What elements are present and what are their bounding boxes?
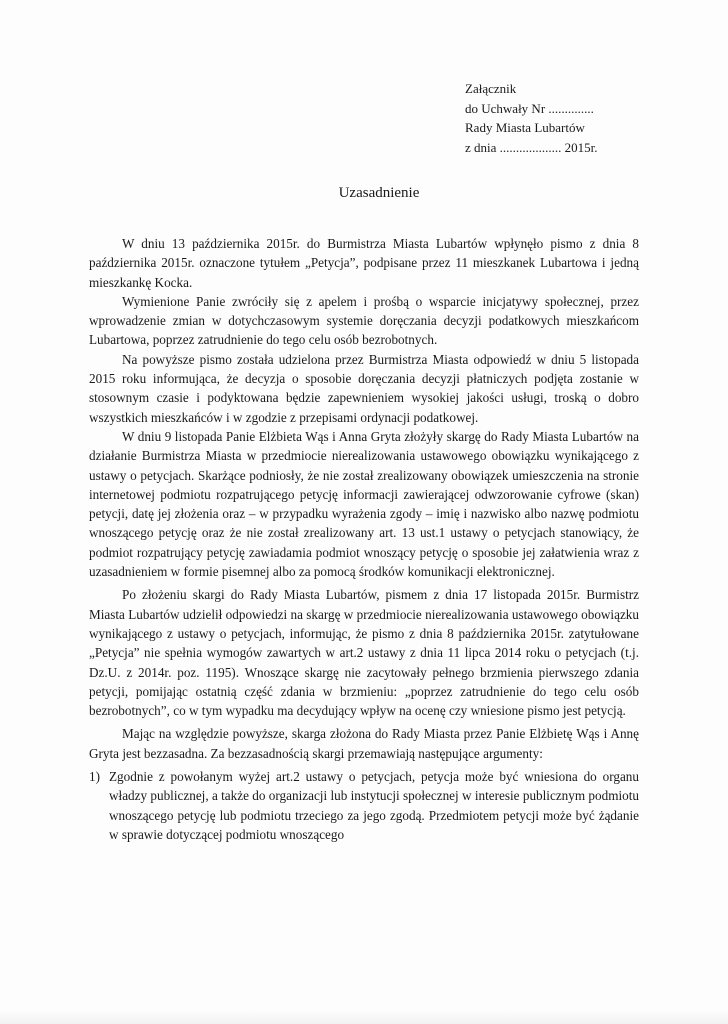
page-title: Uzasadnienie (338, 185, 420, 201)
list-item-text: Zgodnie z powołanym wyżej art.2 ustawy o petycjach, petycja może być wniesiona do organu władzy publicznej, a także do organizacji lub instytucji społecznej w interesie publicznym podmiotu wnoszącego petycję lub podmiotu trzeciego za jego zgodą. Przedmiotem petycji może być żądanie w sprawie dotyczącej podmiotu wnoszącego (109, 769, 639, 842)
annex-header (465, 79, 598, 157)
document-body (89, 234, 639, 844)
paragraph: Po złożeniu skargi do Rady Miasta Lubartów, pismem z dnia 17 listopada 2015r. Burmistrz Miasta Lubartów udzielił odpowiedzi na skargę w przedmiocie nierealizowania ustawowego obowiązku wynikającego z ustawy o petycjach, informując, że pismo z dnia 8 października 2015r. zatytułowane „Petycja” nie spełnia wymogów zawartych w art.2 ustawy z dnia 11 lipca 2014 roku o petycjach (t.j. Dz.U. z 2014r. poz. 1195). Wnoszące skargę nie zacytowały pełnego brzmienia pierwszego zdania petycji, pomijając ostatnią część zdania w brzmieniu: „poprzez zatrudnienie do tego celu osób bezrobotnych”, co w tym wypadku ma decydujący wpływ na ocenę czy wniesione pismo jest petycją. (89, 587, 639, 719)
paragraph: Wymienione Panie zwróciły się z apelem i prośbą o wsparcie inicjatywy społecznej, przez wprowadzenie zmian w dotychczasowym systemie doręczania decyzji podatkowych mieszkańcom Lubartowa, poprzez zatrudnienie do tego celu osób bezrobotnych. (89, 293, 639, 348)
paragraph: W dniu 9 listopada Panie Elżbieta Wąs i Anna Gryta złożyły skargę do Rady Miasta Lubartów na działanie Burmistrza Miasta w przedmiocie nierealizowania ustawowego obowiązku wynikającego z ustawy o petycjach. Skarżące podniosły, że nie został zrealizowany obowiązek umieszczenia na stronie internetowej podmiotu rozpatrującego petycję informacji zawierającej odwzorowanie cyfrowe (skan) petycji, datę jej złożenia oraz – w przypadku wyrażenia zgody – imię i nazwisko albo nazwę podmiotu wnoszącego petycję oraz że nie został zrealizowany art. 13 ust.1 ustawy o petycjach stanowiący, że podmiot rozpatrujący petycję zawiadamia podmiot wnoszący petycję o sposobie jej załatwienia wraz z uzasadnieniem w formie pisemnej albo za pomocą środków komunikacji elektronicznej. (89, 428, 639, 580)
scan-edge (0, 1010, 728, 1024)
arguments-list (89, 767, 639, 844)
paragraph: Mając na względzie powyższe, skarga złożona do Rady Miasta przez Panie Elżbietę Wąs i Annę Gryta jest bezzasadna. Za bezzasadnością skargi przemawiają następujące argumenty: (89, 726, 639, 761)
paragraph: Na powyższe pismo została udzielona przez Burmistrza Miasta odpowiedź w dniu 5 listopada 2015 roku informująca, że decyzja o sposobie doręczania decyzji płatniczych podjęta zostanie w stosownym czasie i podyktowana będzie zapewnieniem wysokiej jakości usługi, troską o dobro wszystkich mieszkańców i w zgodzie z przepisami ordynacji podatkowej. (89, 351, 639, 425)
annex-line: do Uchwały Nr .............. (465, 100, 594, 116)
paragraph: W dniu 13 października 2015r. do Burmistrza Miasta Lubartów wpłynęło pismo z dnia 8 października 2015r. oznaczone tytułem „Petycja”, podpisane przez 11 mieszkanek Lubartowa i jedną mieszkankę Kocka. (89, 236, 639, 290)
annex-line: Załącznik (465, 81, 517, 96)
list-item (89, 767, 639, 844)
annex-line: z dnia ................... 2015r. (465, 139, 598, 155)
list-item-number: 1) (89, 769, 100, 785)
annex-line: Rady Miasta Lubartów (465, 120, 585, 135)
